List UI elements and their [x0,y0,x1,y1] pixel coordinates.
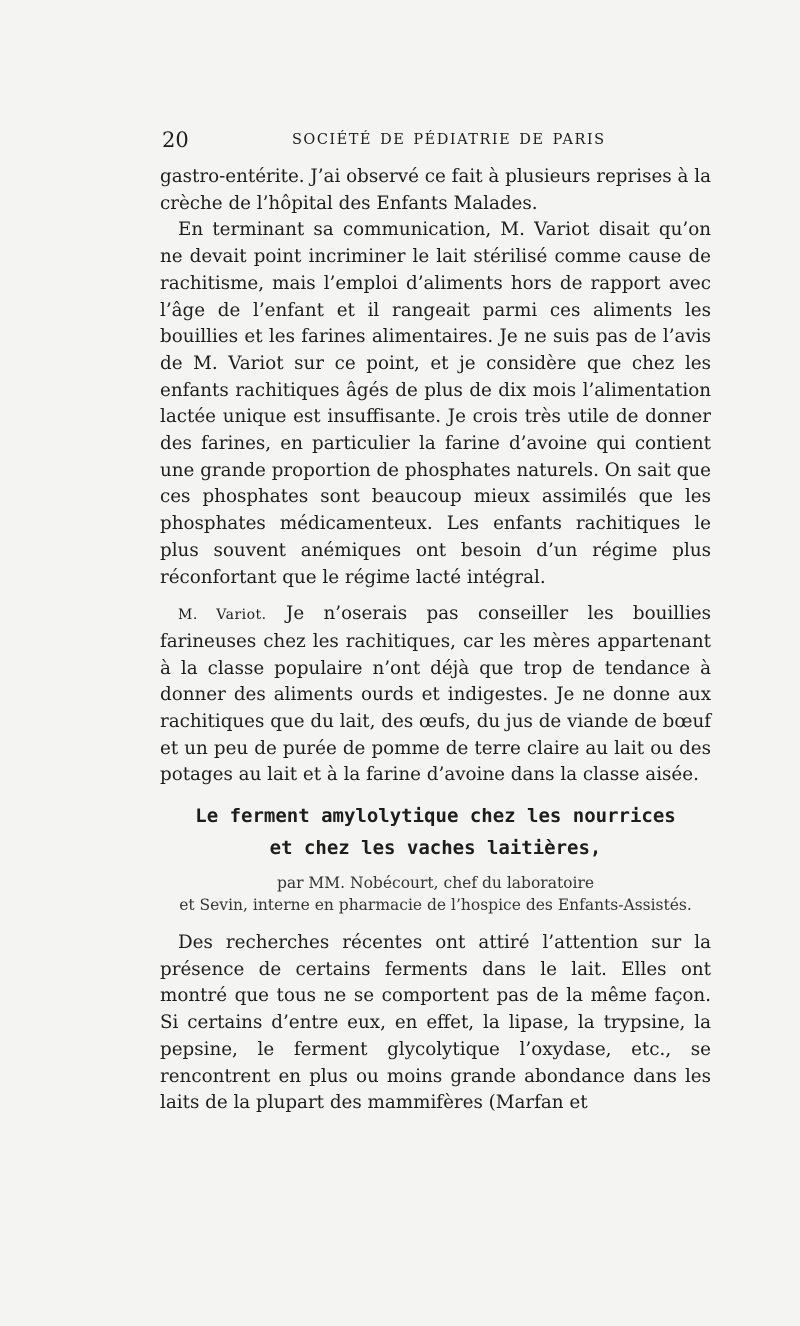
speaker-name: M. Variot. [178,607,267,624]
page-header [162,128,710,158]
byline-line-2: et Sevin, interne en pharmacie de l’hospice des Enfants-Assistés. [179,896,692,914]
reply-paragraph [160,601,711,789]
continuation-paragraph: gastro-entérite. J’ai observé ce fait à plusieurs reprises à la crèche de l’hôpital des Enfants Malades. [160,166,711,214]
title-line-1: Le ferment amylolytique chez les nourrices [195,805,676,827]
title-line-2: et chez les vaches laitières, [269,837,602,859]
reply-text: Je n’oserais pas conseiller les bouillies farineuses chez les rachitiques, car les mères appartenant à la classe populaire n’ont déjà que trop de tendance à donner des aliments ourds et indigestes. Je ne donne aux rachitiques que du lait, des œufs, du jus de viande de bœuf et un peu de purée de pomme de terre claire au lait ou des potages au lait et à la farine d’avoine dans la classe aisée. [160,603,712,786]
article-byline [160,872,711,916]
running-head: SOCIÉTÉ DE PÉDIATRIE DE PARIS [292,132,606,148]
page-number: 20 [162,128,189,152]
discussion-paragraph: En terminant sa communication, M. Variot disait qu’on ne devait point incriminer le lait stérilisé comme cause de rachitisme, mais l’emploi d’aliments hors de rapport avec l’âge de l’enfant et il rangeait parmi ces aliments les bouillies et les farines alimentaires. Je ne suis pas de l’avis de M. Variot sur ce point, et je considère que chez les enfants rachitiques âgés de plus de dix mois l’alimentation lactée unique est insuffisante. Je crois très utile de donner des farines, en particulier la farine d’avoine qui contient une grande proportion de phosphates naturels. On sait que ces phosphates sont beaucoup mieux assimilés que les phosphates médicamenteux. Les enfants rachitiques le plus souvent anémiques ont besoin d’un régime plus réconfortant que le régime lacté intégral. [160,219,711,588]
article-body [160,930,711,1117]
discussion-section [160,164,711,789]
article-body-paragraph: Des recherches récentes ont attiré l’attention sur la présence de certains ferments dans le lait. Elles ont montré que tous ne se comportent pas de la même façon. Si certains d’entre eux, en effet, la lipase, la trypsine, la pepsine, le ferment glycolytique l’oxydase, etc., se rencontrent en plus ou moins grande abondance dans les laits de la plupart des mammifères (Marfan et [160,932,711,1114]
article-title [160,800,711,864]
byline-line-1: par MM. Nobécourt, chef du laboratoire [276,874,595,892]
